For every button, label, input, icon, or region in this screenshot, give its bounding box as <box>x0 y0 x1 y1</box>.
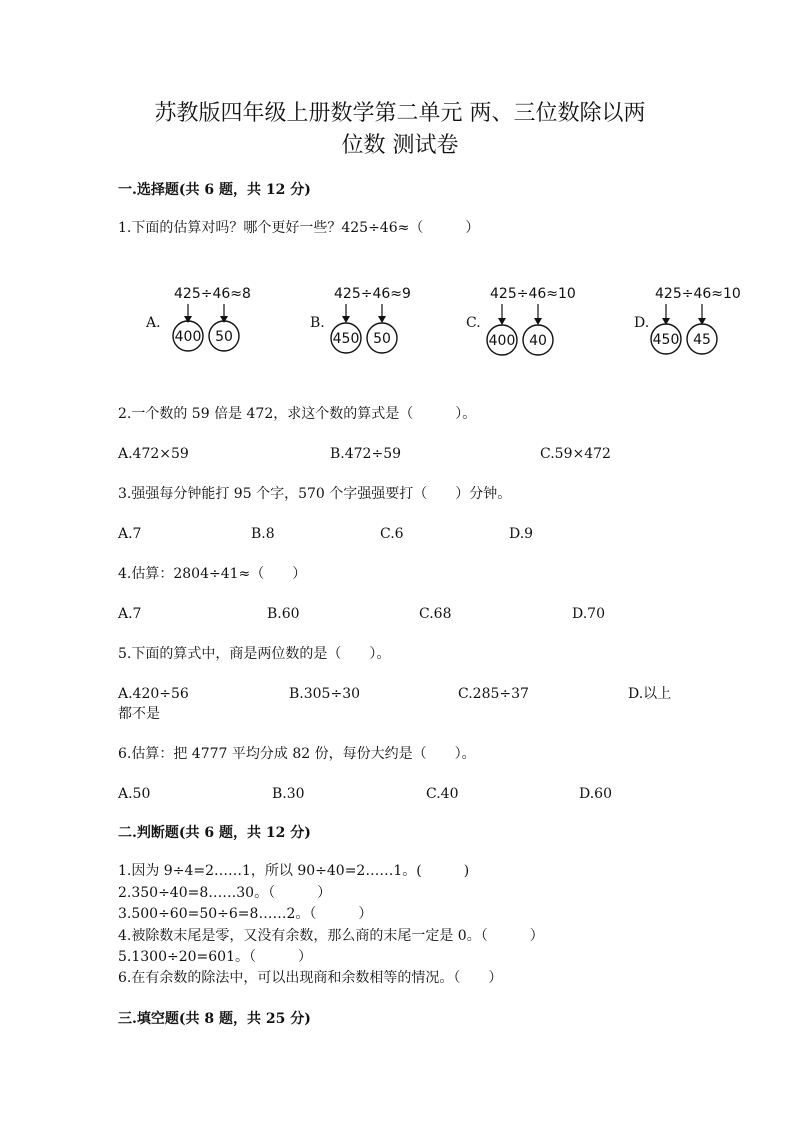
page-title-line2: 位数 测试卷 <box>341 133 459 158</box>
judge-item-2: 2.350÷40=8……30。（ ） <box>118 885 332 901</box>
q5-text: 5.下面的算式中，商是两位数的是（ ）。 <box>118 646 391 662</box>
right-circle-number: 50 <box>373 331 391 347</box>
left-circle-number: 400 <box>174 329 202 345</box>
figure-expression: 425÷46≈9 <box>334 286 411 302</box>
figure-label: C. <box>466 315 481 331</box>
q1-figure-a <box>140 278 290 358</box>
q3-option-b[interactable]: B.8 <box>251 526 275 542</box>
q4-text: 4.估算：2804÷41≈（ ） <box>118 566 307 582</box>
q2-option-b[interactable]: B.472÷59 <box>330 446 402 462</box>
q1-figure-d-svg <box>634 278 784 358</box>
q5-option-d-wrap: 都不是 <box>118 706 160 722</box>
q6-text: 6.估算：把 4777 平均分成 82 份，每份大约是（ ）。 <box>118 746 476 762</box>
judge-item-3: 3.500÷60=50÷6=8……2。（ ） <box>118 906 373 922</box>
q5-option-c[interactable]: C.285÷37 <box>458 686 529 702</box>
judge-item-4: 4.被除数末尾是零，又没有余数，那么商的末尾一定是 0。（ ） <box>118 928 544 944</box>
q3-option-a[interactable]: A.7 <box>118 526 142 542</box>
q3-option-c[interactable]: C.6 <box>380 526 404 542</box>
right-circle-number: 40 <box>529 333 547 349</box>
section3-heading: 三.填空题(共 8 题，共 25 分) <box>118 1011 311 1027</box>
judge-item-5: 5.1300÷20=601。（ ） <box>118 949 312 965</box>
q4-option-a[interactable]: A.7 <box>118 606 142 622</box>
q6-option-d[interactable]: D.60 <box>579 786 612 802</box>
section2-heading: 二.判断题(共 6 题，共 12 分) <box>118 825 311 841</box>
left-circle-number: 450 <box>652 332 680 348</box>
q1-figure-a-svg <box>140 278 290 358</box>
section1-heading: 一.选择题(共 6 题，共 12 分) <box>118 182 311 198</box>
q1-text: 1.下面的估算对吗？哪个更好一些？425÷46≈（ ） <box>118 220 480 236</box>
q3-text: 3.强强每分钟能打 95 个字，570 个字强强要打（ ）分钟。 <box>118 486 512 502</box>
right-circle-number: 50 <box>215 329 233 345</box>
figure-label: A. <box>146 315 161 331</box>
q5-option-a[interactable]: A.420÷56 <box>118 686 189 702</box>
q1-figure-c-svg <box>466 278 616 358</box>
q6-option-b[interactable]: B.30 <box>272 786 305 802</box>
q2-option-a[interactable]: A.472×59 <box>118 446 189 462</box>
q5-option-b[interactable]: B.305÷30 <box>289 686 361 702</box>
q1-figures <box>140 278 760 358</box>
q1-figure-b <box>310 278 460 358</box>
q4-option-b[interactable]: B.60 <box>267 606 300 622</box>
q6-option-c[interactable]: C.40 <box>426 786 459 802</box>
judge-item-1: 1.因为 9÷4=2……1，所以 90÷40=2……1。( ) <box>118 863 470 879</box>
q5-option-d[interactable]: D.以上 <box>628 686 672 702</box>
q4-option-d[interactable]: D.70 <box>572 606 605 622</box>
q1-figure-d <box>634 278 784 358</box>
figure-label: D. <box>634 315 650 331</box>
q4-option-c[interactable]: C.68 <box>419 606 452 622</box>
figure-expression: 425÷46≈10 <box>490 286 576 302</box>
q3-option-d[interactable]: D.9 <box>509 526 534 542</box>
q1-figure-b-svg <box>310 278 460 358</box>
q6-option-a[interactable]: A.50 <box>118 786 151 802</box>
figure-expression: 425÷46≈8 <box>174 286 251 302</box>
figure-label: B. <box>310 315 325 331</box>
q2-text: 2.一个数的 59 倍是 472，求这个数的算式是（ ）。 <box>118 406 477 422</box>
q2-option-c[interactable]: C.59×472 <box>540 446 611 462</box>
judge-item-6: 6.在有余数的除法中，可以出现商和余数相等的情况。（ ） <box>118 970 503 986</box>
left-circle-number: 400 <box>488 333 516 349</box>
figure-expression: 425÷46≈10 <box>655 286 741 302</box>
left-circle-number: 450 <box>332 331 360 347</box>
page-title-line1: 苏教版四年级上册数学第二单元 两、三位数除以两 <box>154 101 646 126</box>
q1-figure-c <box>466 278 616 358</box>
right-circle-number: 45 <box>693 332 711 348</box>
